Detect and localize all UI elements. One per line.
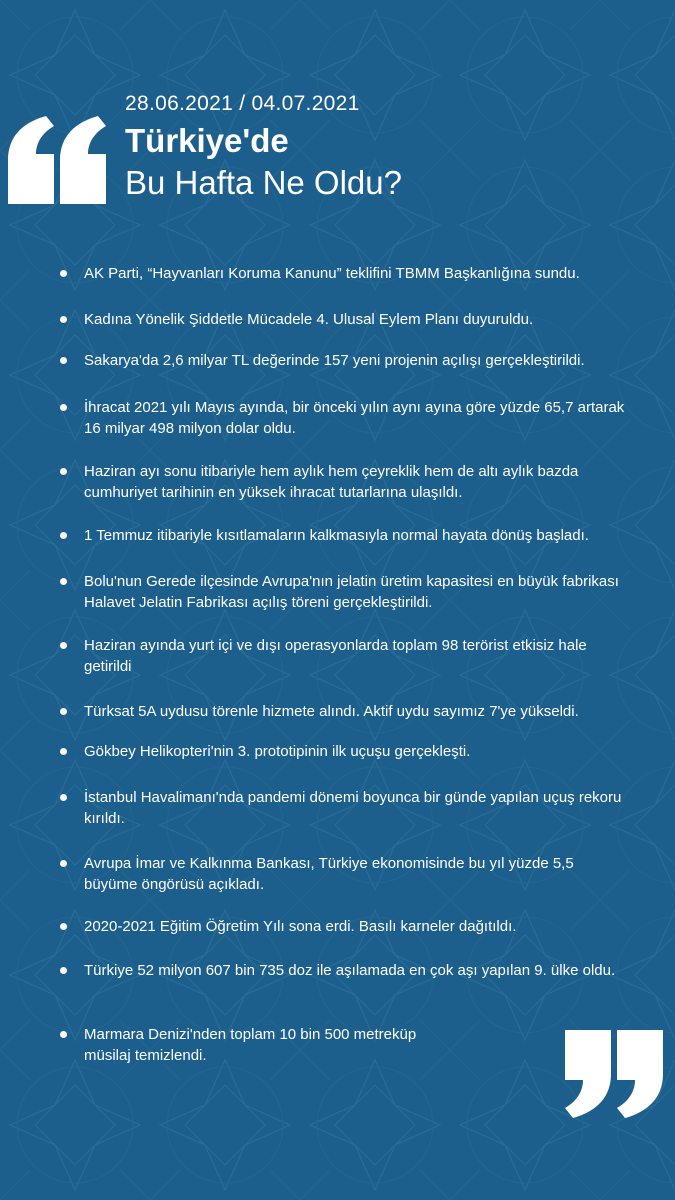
bullet-icon xyxy=(60,532,67,539)
list-item: Kadına Yönelik Şiddetle Mücadele 4. Ulusal Eylem Planı duyuruldu. xyxy=(60,309,630,330)
close-quote-icon xyxy=(565,1030,665,1120)
date-range: 28.06.2021 / 04.07.2021 xyxy=(125,92,360,115)
bullet-icon xyxy=(60,578,67,585)
list-item: Bolu'nun Gerede ilçesinde Avrupa'nın jelatin üretim kapasitesi en büyük fabrikası Halavet Jelatin Fabrikası açılış töreni gerçekleştirildi. xyxy=(60,571,630,613)
bullet-icon xyxy=(60,1031,67,1038)
list-item: Haziran ayında yurt içi ve dışı operasyonlarda toplam 98 terörist etkisiz hale getirildi xyxy=(60,635,630,677)
list-item: AK Parti, “Hayvanları Koruma Kanunu” teklifini TBMM Başkanlığına sundu. xyxy=(60,263,630,284)
list-item: İstanbul Havalimanı'nda pandemi dönemi boyunca bir günde yapılan uçuş rekoru kırıldı. xyxy=(60,787,630,829)
bullet-icon xyxy=(60,923,67,930)
list-item: Türkiye 52 milyon 607 bin 735 doz ile aşılamada en çok aşı yapılan 9. ülke oldu. xyxy=(60,960,630,981)
title-line-1: Türkiye'de xyxy=(125,122,289,159)
bullet-icon xyxy=(60,357,67,364)
bullet-icon xyxy=(60,860,67,867)
bullet-icon xyxy=(60,708,67,715)
bullet-icon xyxy=(60,794,67,801)
list-item: Avrupa İmar ve Kalkınma Bankası, Türkiye ekonomisinde bu yıl yüzde 5,5 büyüme öngörüsü açıkladı. xyxy=(60,853,630,895)
list-item: İhracat 2021 yılı Mayıs ayında, bir önceki yılın aynı ayına göre yüzde 65,7 artarak 16 milyar 498 milyon dolar oldu. xyxy=(60,397,630,439)
list-item: 2020-2021 Eğitim Öğretim Yılı sona erdi. Basılı karneler dağıtıldı. xyxy=(60,916,630,937)
bullet-icon xyxy=(60,404,67,411)
list-item: Sakarya'da 2,6 milyar TL değerinde 157 yeni projenin açılışı gerçekleştirildi. xyxy=(60,350,630,371)
list-item: 1 Temmuz itibariyle kısıtlamaların kalkmasıyla normal hayata dönüş başladı. xyxy=(60,525,630,546)
bullet-icon xyxy=(60,967,67,974)
list-item: Türksat 5A uydusu törenle hizmete alındı. Aktif uydu sayımız 7'ye yükseldi. xyxy=(60,701,630,722)
bullet-icon xyxy=(60,270,67,277)
bullet-icon xyxy=(60,748,67,755)
list-item: Gökbey Helikopteri'nin 3. prototipinin ilk uçuşu gerçekleşti. xyxy=(60,741,630,762)
bullet-icon xyxy=(60,316,67,323)
list-item: Marmara Denizi'nden toplam 10 bin 500 metreküp müsilaj temizlendi. xyxy=(60,1024,460,1066)
title-line-2: Bu Hafta Ne Oldu? xyxy=(125,164,402,201)
bullet-icon xyxy=(60,468,67,475)
bullet-icon xyxy=(60,642,67,649)
list-item: Haziran ayı sonu itibariyle hem aylık hem çeyreklik hem de altı aylık bazda cumhuriyet tarihinin en yüksek ihracat tutarlarına ulaşıldı. xyxy=(60,461,630,503)
